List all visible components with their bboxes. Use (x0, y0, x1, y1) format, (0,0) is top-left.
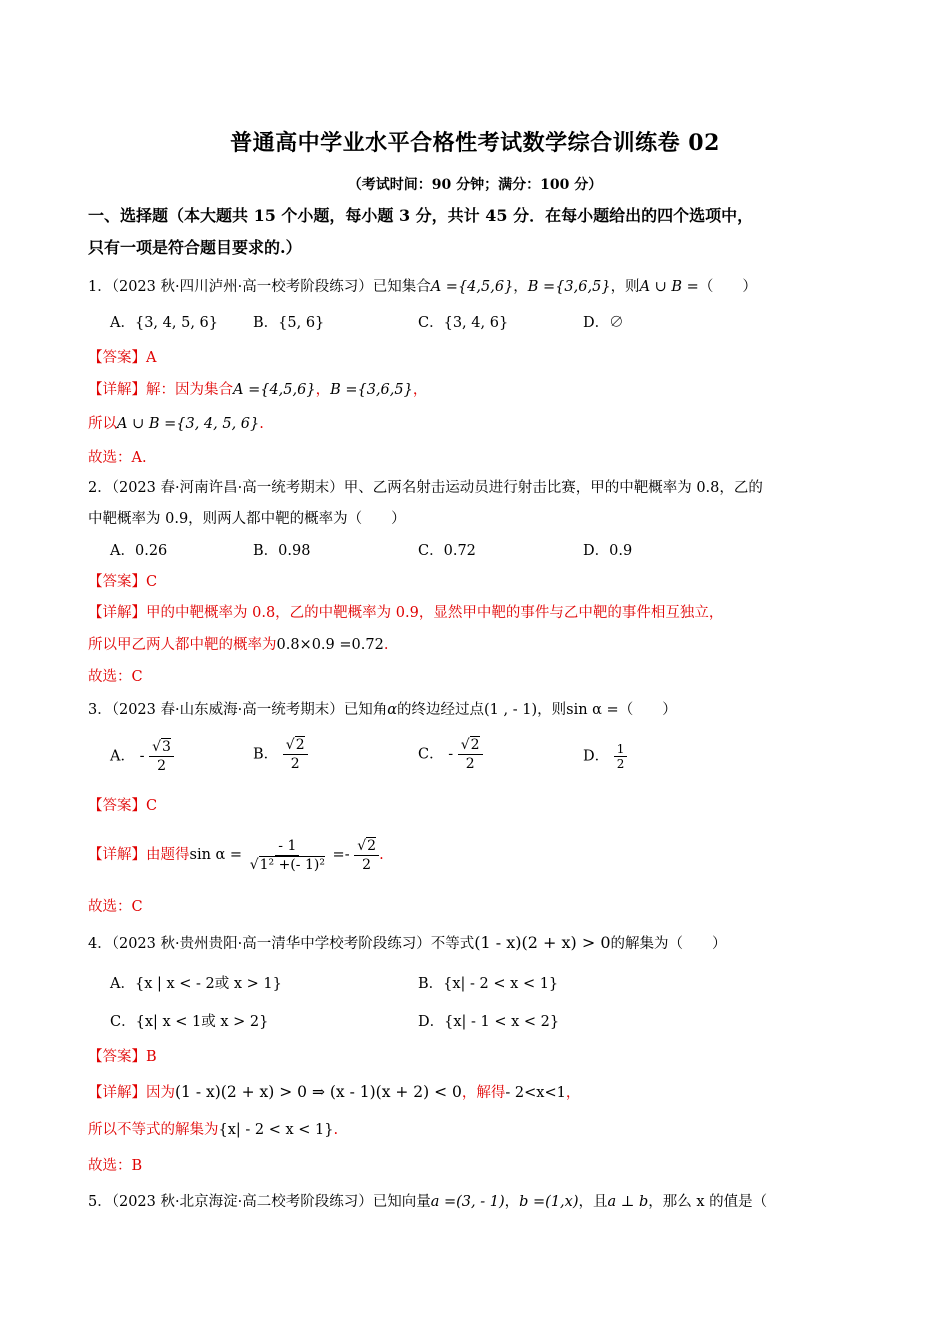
question-text: （2023 秋·四川泸州·高一校考阶段练习）已知集合 (111, 279, 431, 295)
minus-sign: - (139, 748, 145, 765)
detail-text: 所以 (88, 416, 117, 432)
answer-blank: 的解集为（ ） (610, 936, 727, 952)
section-heading (88, 200, 868, 264)
question-text: （2023 秋·北京海淀·高二校考阶段练习）已知向量 (111, 1194, 431, 1210)
numerator: √2 (354, 837, 379, 856)
question-text: ，那么 x 的值是（ (648, 1194, 768, 1210)
option-value: {3, 4, 6} (443, 315, 509, 331)
math-expr: 0.8×0.9 =0.72 (276, 637, 384, 653)
option-value: {3, 4, 5, 6} (134, 315, 218, 331)
question-number: 2． (88, 480, 112, 496)
option-b (253, 539, 310, 563)
option-c (110, 1010, 268, 1034)
answer-3: 【答案】C (88, 798, 158, 814)
question-3-stem (88, 698, 677, 722)
detail-text: ，解得 (461, 1085, 506, 1101)
section-heading-line1: 一、选择题（本大题共 15 个小题，每小题 3 分，共计 45 分．在每小题给出的四个选项中， (88, 206, 754, 225)
detail-2-line1 (88, 601, 723, 625)
option-a (110, 972, 282, 996)
question-1-stem (88, 275, 757, 299)
math-expr: - 2<x<1 (505, 1085, 566, 1101)
math-expr: A ={4,5,6} (233, 382, 316, 398)
option-value: {x | x < - 2或 x > 1} (134, 976, 282, 992)
answer-2: 【答案】C (88, 574, 158, 590)
detail-text: 解：因为集合 (146, 382, 233, 398)
detail-4-line1 (88, 1080, 580, 1105)
numerator: √2 (283, 736, 308, 755)
separator: ，则 (610, 279, 640, 295)
answer-1: 【答案】A (88, 350, 157, 366)
denominator: 2 (465, 756, 475, 772)
question-2-stem-line2: 中靶概率为 0.9，则两人都中靶的概率为（ ） (88, 511, 406, 527)
answer-blank: （ ） (698, 279, 757, 295)
option-d (583, 539, 632, 563)
conclusion-2: 故选：C (88, 669, 143, 685)
exam-info: （考试时间：90 分钟；满分：100 分） (347, 177, 603, 193)
option-label: D． (583, 748, 610, 765)
detail-text: 因为 (146, 1085, 175, 1101)
denominator: √1² +(- 1)² (249, 856, 325, 873)
question-number: 1． (88, 279, 112, 295)
question-text: （2023 春·河南许昌·高一统考期末）甲、乙两名射击运动员进行射击比赛，甲的中靶概率为 0.8，乙的 (111, 480, 763, 496)
option-c (418, 736, 483, 773)
option-label: A． (110, 748, 135, 765)
math-expr: A ∪ B ={3, 4, 5, 6} (117, 416, 260, 432)
separator: ，且 (578, 1194, 608, 1210)
option-label: D． (583, 543, 610, 559)
detail-3 (88, 830, 384, 880)
option-label: C． (418, 746, 444, 763)
option-label: C． (110, 1014, 136, 1030)
option-label: B． (418, 976, 444, 992)
option-value: 0.98 (278, 543, 311, 559)
answer-4: 【答案】B (88, 1049, 157, 1065)
fraction (283, 736, 308, 773)
option-a (110, 738, 174, 775)
numerator: - 1 (275, 837, 299, 856)
option-d (583, 742, 627, 771)
question-text: 的终边经过点 (397, 702, 485, 718)
radicand: 2 (295, 737, 305, 753)
separator: ， (315, 382, 331, 398)
page-title: 普通高中学业水平合格性考试数学综合训练卷 02 (230, 130, 720, 156)
math-expr: (1 - x)(2 + x) > 0 (474, 933, 611, 952)
detail-1-line2 (88, 412, 264, 436)
math-expr: b =(1,x) (519, 1194, 579, 1210)
option-label: D． (418, 1014, 445, 1030)
question-text: （2023 秋·贵州贵阳·高一清华中学校考阶段练习）不等式 (111, 936, 475, 952)
radicand: 2 (367, 837, 377, 854)
math-expr: {x| - 2 < x < 1} (218, 1122, 334, 1138)
option-label: C． (418, 543, 444, 559)
conclusion-3: 故选：C (88, 899, 143, 915)
denominator: 2 (290, 756, 300, 772)
fraction (149, 738, 174, 775)
option-value: 0.72 (443, 543, 476, 559)
option-c (418, 539, 476, 563)
question-2-stem-line1 (88, 476, 763, 500)
detail-text: 所以不等式的解集为 (88, 1122, 219, 1138)
detail-text: 所以甲乙两人都中靶的概率为 (88, 637, 277, 653)
option-d (583, 311, 624, 335)
numerator: 1 (614, 742, 628, 757)
option-c (418, 311, 508, 335)
option-a (110, 539, 167, 563)
math-expr: B ={3,6,5} (330, 382, 413, 398)
detail-1-line1 (88, 378, 427, 402)
question-text: ，则 (537, 702, 567, 718)
detail-label: 【详解】 (88, 382, 146, 398)
math-expr: a ⊥ b (607, 1194, 649, 1210)
denominator: 2 (157, 758, 166, 774)
option-label: A． (110, 543, 135, 559)
option-value: 0.26 (134, 543, 168, 559)
option-b (253, 311, 324, 335)
math-expr: α (387, 702, 398, 718)
radicand: 3 (162, 739, 171, 755)
minus-sign: - (448, 746, 454, 763)
option-label: B． (253, 315, 279, 331)
option-value: 0.9 (609, 543, 633, 559)
detail-text: 甲的中靶概率为 0.8，乙的中靶概率为 0.9，显然甲中靶的事件与乙中靶的事件相互独立， (146, 605, 724, 621)
numerator: √2 (458, 736, 483, 755)
option-label: A． (110, 976, 135, 992)
option-label: B． (253, 543, 279, 559)
denominator: 2 (362, 856, 372, 873)
math-expr: A ∪ B = (639, 279, 699, 295)
section-heading-line2: 只有一项是符合题目要求的.） (88, 238, 302, 257)
detail-label: 【详解】 (88, 1085, 146, 1101)
conclusion-4: 故选：B (88, 1158, 143, 1174)
denominator: 2 (616, 757, 625, 771)
detail-label: 【详解】 (88, 605, 146, 621)
math-expr: sin α = (566, 702, 619, 718)
question-5-stem (88, 1190, 767, 1214)
math-expr: A ={4,5,6} (430, 279, 514, 295)
separator: ， (412, 382, 428, 398)
question-text: （2023 春·山东威海·高一统考期末）已知角 (111, 702, 388, 718)
option-a (110, 311, 218, 335)
option-d (418, 1010, 559, 1034)
separator: ， (504, 1194, 520, 1210)
separator: . (379, 847, 384, 863)
separator: ， (565, 1085, 581, 1101)
question-number: 4． (88, 936, 112, 952)
option-label: B． (253, 746, 279, 763)
fraction (614, 742, 628, 771)
detail-text: 由题得 (146, 847, 190, 863)
math-expr: =- (332, 847, 350, 863)
option-value: ∅ (609, 315, 624, 331)
question-number: 5． (88, 1194, 112, 1210)
radicand: 2 (470, 737, 480, 753)
detail-2-line2 (88, 633, 388, 657)
separator: ， (513, 279, 528, 295)
question-4-stem (88, 931, 727, 956)
option-label: D． (583, 315, 610, 331)
option-value: {x| - 2 < x < 1} (443, 976, 559, 992)
math-expr: a =(3, - 1) (430, 1194, 505, 1210)
option-value: {x| - 1 < x < 2} (444, 1014, 560, 1030)
option-b (418, 972, 558, 996)
option-label: A． (110, 315, 135, 331)
detail-label: 【详解】 (88, 847, 146, 863)
fraction (354, 837, 379, 874)
math-expr: (1 - x)(2 + x) > 0 ⇒ (x - 1)(x + 2) < 0 (175, 1083, 462, 1101)
math-expr: (1 , - 1) (484, 702, 538, 718)
math-expr: sin α = (189, 847, 243, 863)
option-label: C． (418, 315, 444, 331)
math-expr: B ={3,6,5} (527, 279, 611, 295)
radicand: 1² +(- 1)² (259, 856, 325, 873)
separator: . (333, 1122, 339, 1138)
fraction (458, 736, 483, 773)
detail-4-line2 (88, 1118, 338, 1142)
numerator: √3 (149, 738, 174, 757)
separator: . (259, 416, 264, 432)
option-value: {5, 6} (278, 315, 325, 331)
conclusion-1: 故选：A. (88, 450, 147, 466)
question-number: 3． (88, 702, 112, 718)
separator: . (383, 637, 389, 653)
fraction (247, 837, 328, 874)
option-value: {x| x < 1或 x > 2} (135, 1014, 269, 1030)
answer-blank: （ ） (618, 702, 677, 718)
option-b (253, 736, 308, 773)
